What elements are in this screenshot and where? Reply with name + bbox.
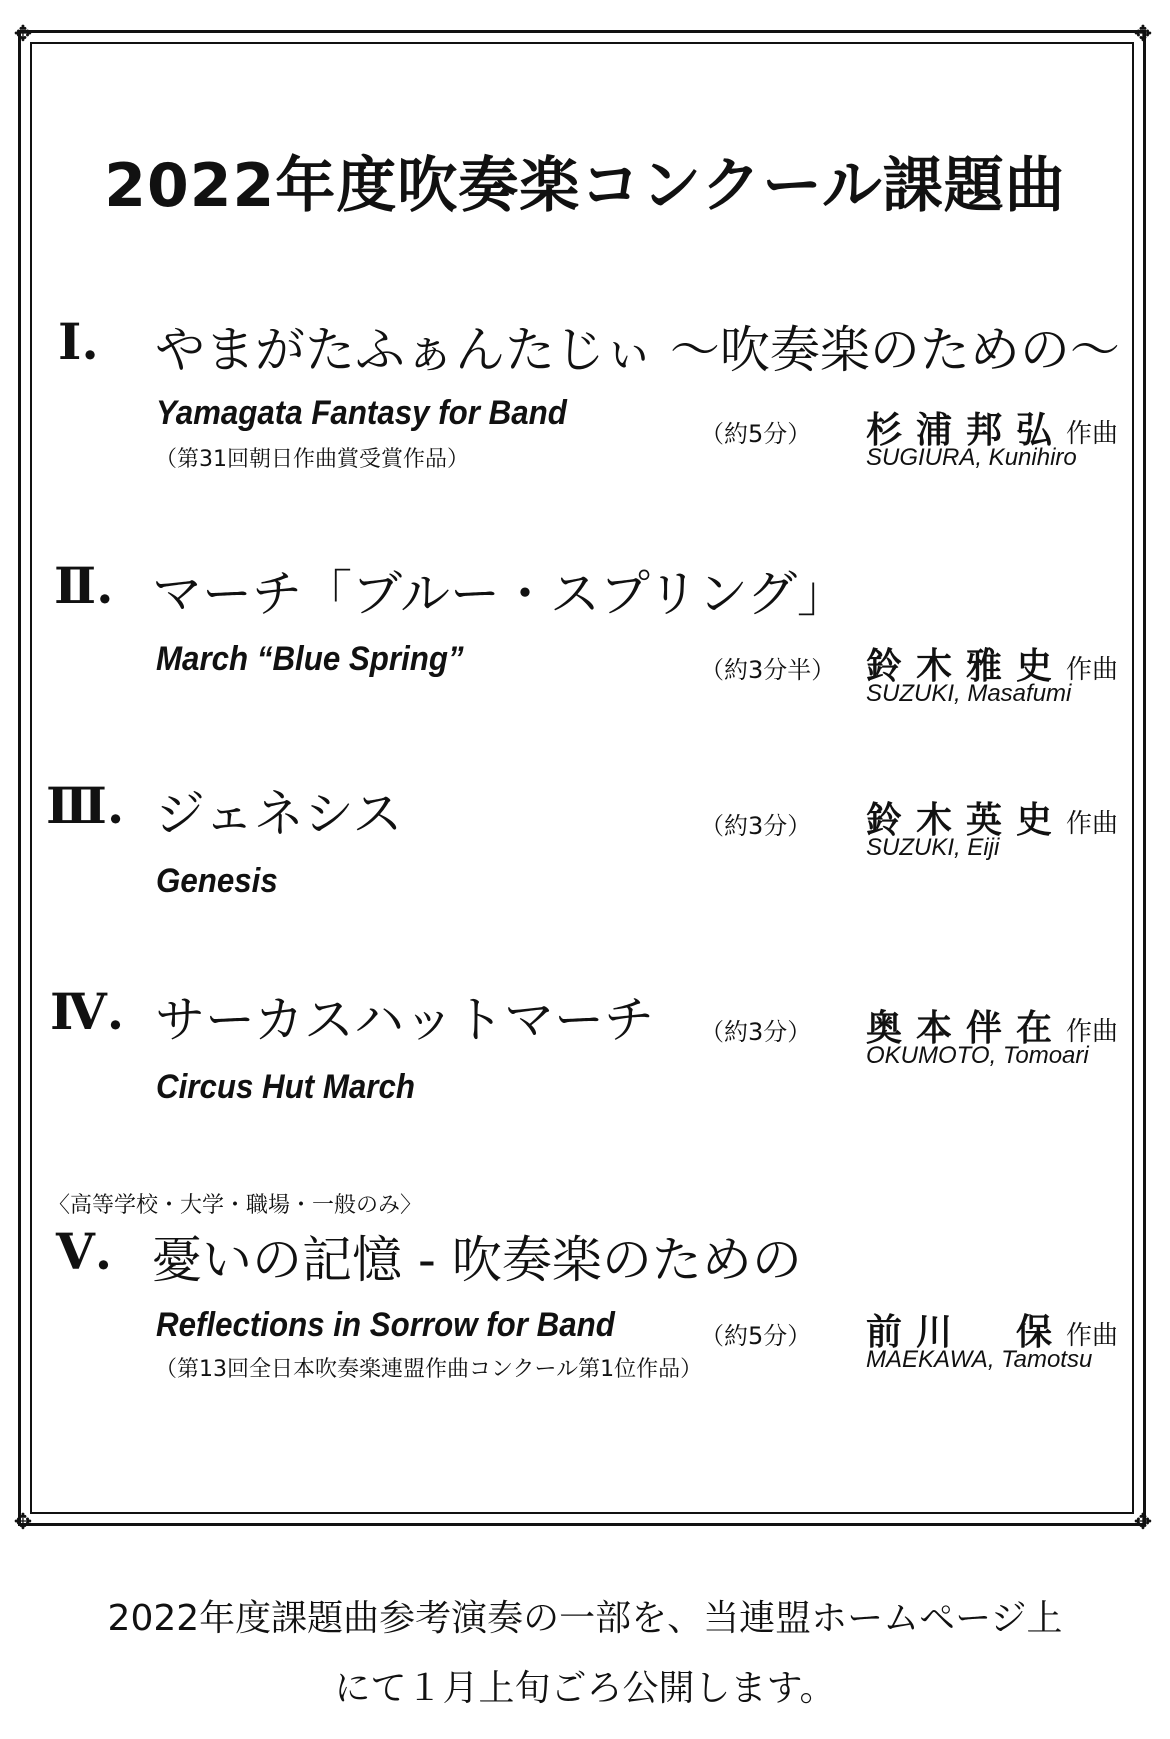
piece-title-en: Genesis bbox=[156, 862, 278, 900]
piece-duration: （約3分） bbox=[700, 812, 812, 840]
composer-name-en: SUGIURA, Kunihiro bbox=[866, 444, 1077, 471]
composer-role: 作曲 bbox=[1066, 419, 1119, 449]
piece-number: Ⅳ. bbox=[50, 982, 125, 1041]
eligibility-note: 〈高等学校・大学・職場・一般のみ〉 bbox=[48, 1193, 423, 1218]
composer-role: 作曲 bbox=[1066, 655, 1119, 685]
piece-title-en: Circus Hut March bbox=[156, 1068, 415, 1106]
composer-name-en: MAEKAWA, Tamotsu bbox=[866, 1346, 1093, 1373]
piece-duration: （約5分） bbox=[700, 420, 812, 448]
piece-title-jp: マーチ「ブルー・スプリング」 bbox=[152, 565, 847, 623]
composer-name-jp: 鈴木英史 bbox=[866, 799, 1067, 841]
piece-number: Ⅴ. bbox=[56, 1222, 113, 1281]
piece-duration: （約3分） bbox=[700, 1018, 812, 1046]
composer-role: 作曲 bbox=[1066, 809, 1119, 839]
composer-role: 作曲 bbox=[1066, 1017, 1119, 1047]
piece-title-jp: やまがたふぁんたじぃ ～吹奏楽のための～ bbox=[155, 321, 1120, 379]
composer-name-jp: 鈴木雅史 bbox=[866, 645, 1067, 687]
piece-number: Ⅲ. bbox=[46, 776, 125, 835]
footer-line-1: 2022年度課題曲参考演奏の一部を、当連盟ホームページ上 bbox=[107, 1598, 1063, 1639]
composer-name-jp: 奥本伴在 bbox=[866, 1007, 1067, 1049]
piece-duration: （約5分） bbox=[700, 1322, 812, 1350]
piece-duration: （約3分半） bbox=[700, 656, 836, 684]
piece-title-en: Reflections in Sorrow for Band bbox=[156, 1306, 615, 1344]
piece-note: （第13回全日本吹奏楽連盟作曲コンクール第1位作品） bbox=[155, 1357, 703, 1382]
composer-name-en: SUZUKI, Masafumi bbox=[866, 680, 1072, 707]
piece-number: Ⅰ. bbox=[58, 312, 99, 371]
composer-name-jp: 杉浦邦弘 bbox=[866, 409, 1067, 451]
piece-title-en: March “Blue Spring” bbox=[156, 640, 464, 678]
composer-name-en: OKUMOTO, Tomoari bbox=[866, 1042, 1089, 1069]
piece-number: Ⅱ. bbox=[54, 556, 114, 615]
composer-role: 作曲 bbox=[1066, 1321, 1119, 1351]
corner-ornament-icon: ✥ bbox=[13, 22, 33, 47]
piece-note: （第31回朝日作曲賞受賞作品） bbox=[155, 447, 469, 472]
corner-ornament-icon: ✥ bbox=[1133, 22, 1153, 47]
piece-title-jp: 憂いの記憶 - 吹奏楽のための bbox=[152, 1231, 802, 1289]
piece-title-en: Yamagata Fantasy for Band bbox=[156, 394, 567, 432]
piece-title-jp: サーカスハットマーチ bbox=[155, 991, 654, 1049]
piece-title-jp: ジェネシス bbox=[155, 785, 403, 843]
composer-name-en: SUZUKI, Eiji bbox=[866, 834, 1000, 861]
corner-ornament-icon: ✥ bbox=[13, 1510, 33, 1535]
footer-line-2: にて１月上旬ごろ公開します。 bbox=[334, 1668, 836, 1709]
corner-ornament-icon: ✥ bbox=[1133, 1510, 1153, 1535]
composer-name-jp: 前川 保 bbox=[866, 1311, 1067, 1353]
page-title: 2022年度吹奏楽コンクール課題曲 bbox=[104, 151, 1066, 221]
